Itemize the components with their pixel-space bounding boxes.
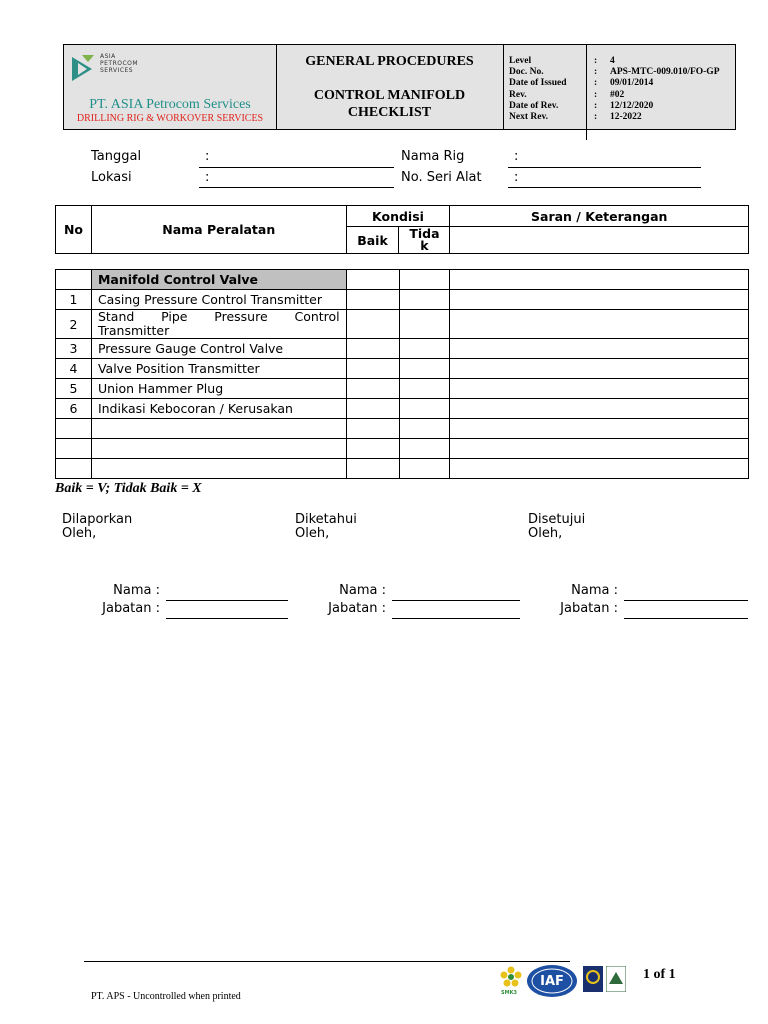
jabatan-label: Jabatan : [328,601,386,616]
meta-label: Date of Rev. [509,100,559,111]
colon: : [594,100,598,111]
table-row [56,399,749,419]
col-tidak-text: Tidak [409,226,440,253]
q-mark-icon [583,966,603,992]
nama-label: Nama : [339,583,386,598]
colon: : [514,149,519,164]
row-item-name: Union Hammer Plug [91,379,346,399]
baik-cell[interactable] [346,290,399,310]
label-lokasi: Lokasi [91,170,132,185]
document-header [63,44,736,130]
no-seri-field[interactable] [508,187,701,188]
sign2-jabatan-field[interactable] [392,618,520,619]
tidak-cell[interactable] [399,310,450,339]
saran-cell[interactable] [450,399,749,419]
row-no: 4 [56,359,92,379]
col-baik: Baik [346,227,399,254]
sign-label-disetujui: Disetujui Oleh, [528,512,586,541]
document-title-block [276,45,504,129]
colon: : [205,170,210,185]
nama-label: Nama : [571,583,618,598]
smk3-label: SMK3 [501,990,517,996]
meta-labels [503,45,587,140]
uncontrolled-note: PT. APS - Uncontrolled when printed [91,991,241,1002]
saran-cell[interactable] [450,339,749,359]
cell-blank [56,270,92,290]
tidak-cell[interactable] [399,379,450,399]
cell-blank [399,270,450,290]
table-row [56,339,749,359]
checklist-header-table [55,205,749,254]
title-checklist: CONTROL MANIFOLD CHECKLIST [313,88,466,120]
logo-word-1: ASIA [100,53,116,60]
saran-cell[interactable] [450,439,749,459]
cell-blank[interactable] [91,459,346,479]
checklist-body-table [55,269,749,479]
sign-label-dilaporkan: Dilaporkan Oleh, [62,512,133,541]
sign2-nama-field[interactable] [392,600,520,601]
col-nama-peralatan: Nama Peralatan [91,206,346,254]
table-row [56,359,749,379]
company-block [64,45,277,129]
saran-cell[interactable] [450,379,749,399]
cell-blank [56,439,92,459]
row-no: 2 [56,310,92,339]
meta-label: Rev. [509,89,527,100]
meta-label: Doc. No. [509,67,544,78]
colon: : [594,56,598,66]
saran-cell[interactable] [450,459,749,479]
saran-header-blank [450,227,749,254]
tidak-cell[interactable] [399,399,450,419]
col-no: No [56,206,92,254]
company-name: PT. ASIA Petrocom Services [89,97,251,112]
nama-rig-field[interactable] [508,167,701,168]
row-no: 5 [56,379,92,399]
page-number: 1 of 1 [643,967,676,982]
sign-label-diketahui: Diketahui Oleh, [295,512,357,541]
baik-cell[interactable] [346,379,399,399]
section-title: Manifold Control Valve [91,270,346,290]
meta-value-date-rev: 12/12/2020 [610,100,654,111]
baik-cell[interactable] [346,439,399,459]
footer-divider [84,961,570,962]
row-item-name: Valve Position Transmitter [91,359,346,379]
tidak-cell[interactable] [399,439,450,459]
row-no: 1 [56,290,92,310]
baik-cell[interactable] [346,339,399,359]
meta-value-next-rev: 12-2022 [610,111,642,122]
colon: : [594,78,598,89]
logo-word-2: PETROCOM [100,60,139,67]
company-logo [70,51,150,87]
table-row [56,379,749,399]
section-row [56,270,749,290]
company-subtitle: DRILLING RIG & WORKOVER SERVICES [76,113,264,124]
meta-value-date-issued: 09/01/2014 [610,78,654,89]
logo-text [100,53,138,74]
tidak-cell[interactable] [399,290,450,310]
saran-cell[interactable] [450,359,749,379]
title-general-procedures: GENERAL PROCEDURES [305,54,474,69]
sign1-nama-field[interactable] [166,600,288,601]
tidak-cell[interactable] [399,359,450,379]
jabatan-label: Jabatan : [102,601,160,616]
baik-cell[interactable] [346,459,399,479]
baik-cell[interactable] [346,359,399,379]
tidak-cell[interactable] [399,339,450,359]
label-no-seri: No. Seri Alat [401,170,482,185]
colon: : [514,170,519,185]
meta-value-level: 4 [610,56,615,66]
cell-blank[interactable] [91,419,346,439]
sign1-jabatan-field[interactable] [166,618,288,619]
table-row [56,290,749,310]
nama-label: Nama : [113,583,160,598]
meta-value-rev: #02 [610,89,625,100]
saran-cell[interactable] [450,310,749,339]
colon: : [594,89,598,100]
logo-word-3: SERVICES [100,67,134,74]
meta-label: Date of Issued [509,78,567,89]
tidak-cell[interactable] [399,459,450,479]
table-row-empty [56,459,749,479]
label-nama-rig: Nama Rig [401,149,465,164]
row-no: 6 [56,399,92,419]
table-row-empty [56,439,749,459]
logo-mark-icon [70,53,96,83]
meta-value-doc-no: APS-MTC-009.010/FO-GP [610,67,720,78]
row-no: 3 [56,339,92,359]
col-tidak [399,227,450,254]
saran-cell[interactable] [450,419,749,439]
iaf-label: IAF [540,974,564,989]
cell-blank [346,270,399,290]
kan-mark-icon [606,966,626,992]
cell-blank [56,459,92,479]
meta-label: Level [509,56,532,66]
table-row-empty [56,419,749,439]
sign3-nama-field[interactable] [624,600,748,601]
saran-cell[interactable] [450,290,749,310]
baik-cell[interactable] [346,399,399,419]
meta-label: Next Rev. [509,111,549,122]
cell-blank[interactable] [91,439,346,459]
jabatan-label: Jabatan : [560,601,618,616]
row-item-name: Stand Pipe Pressure Control Transmitter [91,310,346,339]
row-item-name: Indikasi Kebocoran / Kerusakan [91,399,346,419]
certification-badges [498,964,628,1000]
row-item-name: Casing Pressure Control Transmitter [91,290,346,310]
cell-blank [450,270,749,290]
tidak-cell[interactable] [399,419,450,439]
legend-note: Baik = V; Tidak Baik = X [55,481,202,496]
colon: : [594,67,598,78]
table-row [56,310,749,339]
sign3-jabatan-field[interactable] [624,618,748,619]
row-item-name: Pressure Gauge Control Valve [91,339,346,359]
col-saran: Saran / Keterangan [450,206,749,227]
cell-blank [56,419,92,439]
label-tanggal: Tanggal [91,149,142,164]
tanggal-field[interactable] [199,167,394,168]
colon: : [205,149,210,164]
colon: : [594,111,598,122]
meta-values [586,45,735,140]
baik-cell[interactable] [346,310,399,339]
col-kondisi: Kondisi [346,206,450,227]
lokasi-field[interactable] [199,187,394,188]
baik-cell[interactable] [346,419,399,439]
